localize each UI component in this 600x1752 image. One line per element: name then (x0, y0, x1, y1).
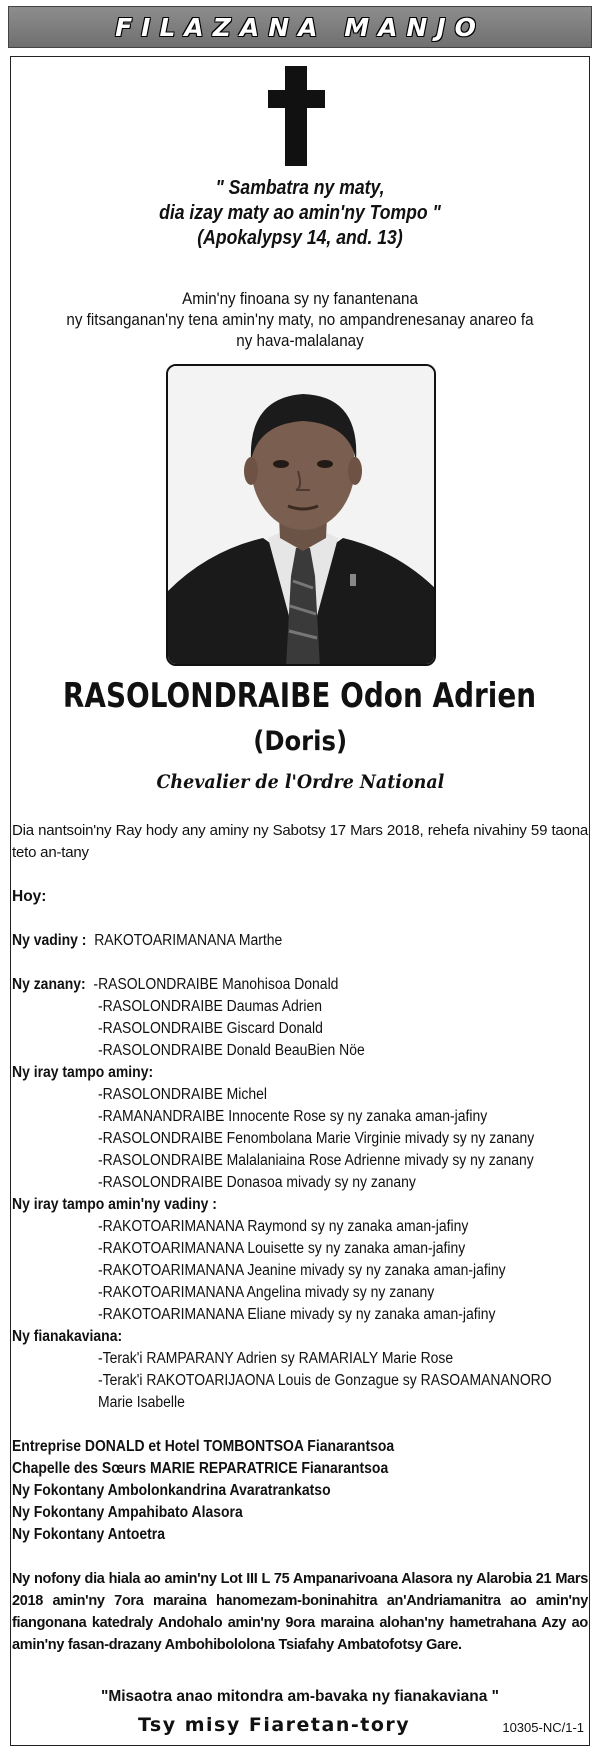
hoy-label: Hoy: (12, 888, 47, 905)
deceased-honor-title: Chevalier de l'Ordre National (156, 771, 444, 793)
children-row (12, 974, 588, 996)
sibling-item: -RAMANANDRAIBE Innocente Rose sy ny zanaka aman-jafiny (98, 1108, 488, 1125)
spouse-sibling-item: -RAKOTOARIMANANA Jeanine mivady sy ny zanaka aman-jafiny (98, 1262, 506, 1279)
tagline: Tsy misy Fiaretan-tory (138, 1714, 411, 1736)
closing-message: "Misaotra anao mitondra am-bavaka ny fianakaviana " (100, 1688, 500, 1705)
spouse-sibling-item: -RAKOTOARIMANANA Angelina mivady sy ny zanany (98, 1284, 435, 1301)
organization-item: Chapelle des Sœurs MARIE REPARATRICE Fianarantsoa (12, 1460, 389, 1477)
spouse-row (12, 930, 588, 952)
scripture-quote (0, 176, 600, 251)
organization-item: Ny Fokontany Ampahibato Alasora (12, 1504, 243, 1521)
notice-body (12, 820, 588, 1656)
organization-item: Ny Fokontany Ambolonkandrina Avaratrankatso (12, 1482, 331, 1499)
intro-line: Amin'ny finoana sy ny fanantenana (182, 290, 418, 308)
child-item: -RASOLONDRAIBE Daumas Adrien (98, 998, 323, 1015)
quote-reference: (Apokalypsy 14, and. 13) (197, 227, 403, 249)
spouse-sibling-item: -RAKOTOARIMANANA Raymond sy ny zanaka aman-jafiny (98, 1218, 469, 1235)
family-item: -Terak'i RAMPARANY Adrien sy RAMARIALY Marie Rose (98, 1350, 454, 1367)
deceased-nickname: (Doris) (253, 726, 347, 757)
intro-line: ny hava-malalanay (236, 332, 364, 350)
children-label: Ny zanany: (12, 976, 86, 993)
quote-line: dia izay maty ao amin'ny Tompo " (159, 202, 441, 224)
family-item: -Terak'i RAKOTOARIJAONA Louis de Gonzague sy RASOAMANANORO (98, 1372, 552, 1389)
siblings-label: Ny iray tampo aminy: (12, 1064, 154, 1081)
header-title: FILAZANA MANJO (115, 12, 485, 42)
spouse-label: Ny vadiny : (12, 932, 87, 949)
quote-line: " Sambatra ny maty, (215, 177, 385, 199)
funeral-details: Ny nofony dia hiala ao amin'ny Lot III L 75 Ampanarivoana Alasora ny Alarobia 21 Mars 2018 amin'ny 7ora maraina hanomezam-boninahitra an'Andriamanitra ao amin'ny fiangonana katedraly Andohalo amin'ny 9ora maraina alohan'ny hametrahana Azy ao amin'ny fasan-drazany Ambohibololona Tsiafahy Ambatofotsy Gare. (12, 1571, 588, 1653)
header-banner (8, 6, 592, 48)
spouse-siblings-label: Ny iray tampo amin'ny vadiny : (12, 1196, 217, 1213)
spouse-sibling-item: -RAKOTOARIMANANA Louisette sy ny zanaka aman-jafiny (98, 1240, 466, 1257)
organization-item: Entreprise DONALD et Hotel TOMBONTSOA Fianarantsoa (12, 1438, 395, 1455)
intro-line: ny fitsanganan'ny tena amin'ny maty, no ampandrenesanay anareo fa (66, 311, 534, 329)
child-item: -RASOLONDRAIBE Donald BeauBien Nöe (98, 1042, 365, 1059)
sibling-item: -RASOLONDRAIBE Donasoa mivady sy ny zanany (98, 1174, 416, 1191)
death-announcement: Dia nantsoin'ny Ray hody any aminy ny Sabotsy 17 Mars 2018, rehefa nivahiny 59 taona teto an-tany (12, 822, 588, 861)
sibling-item: -RASOLONDRAIBE Malalaniaina Rose Adrienne mivady sy ny zanany (98, 1152, 534, 1169)
child-item: -RASOLONDRAIBE Manohisoa Donald (93, 976, 339, 993)
cross-icon (0, 66, 600, 166)
child-item: -RASOLONDRAIBE Giscard Donald (98, 1020, 323, 1037)
sibling-item: -RASOLONDRAIBE Michel (98, 1086, 267, 1103)
portrait-photo (166, 364, 436, 666)
deceased-name: RASOLONDRAIBE Odon Adrien (63, 676, 537, 716)
family-label: Ny fianakaviana: (12, 1328, 123, 1345)
organization-item: Ny Fokontany Antoetra (12, 1526, 165, 1543)
reference-code: 10305-NC/1-1 (502, 1720, 584, 1735)
spouse-sibling-item: -RAKOTOARIMANANA Eliane mivady sy ny zanaka aman-jafiny (98, 1306, 496, 1323)
family-item: Marie Isabelle (98, 1394, 185, 1411)
sibling-item: -RASOLONDRAIBE Fenombolana Marie Virginie mivady sy ny zanany (98, 1130, 535, 1147)
spouse-name: RAKOTOARIMANANA Marthe (94, 932, 283, 949)
intro-text (0, 289, 600, 352)
